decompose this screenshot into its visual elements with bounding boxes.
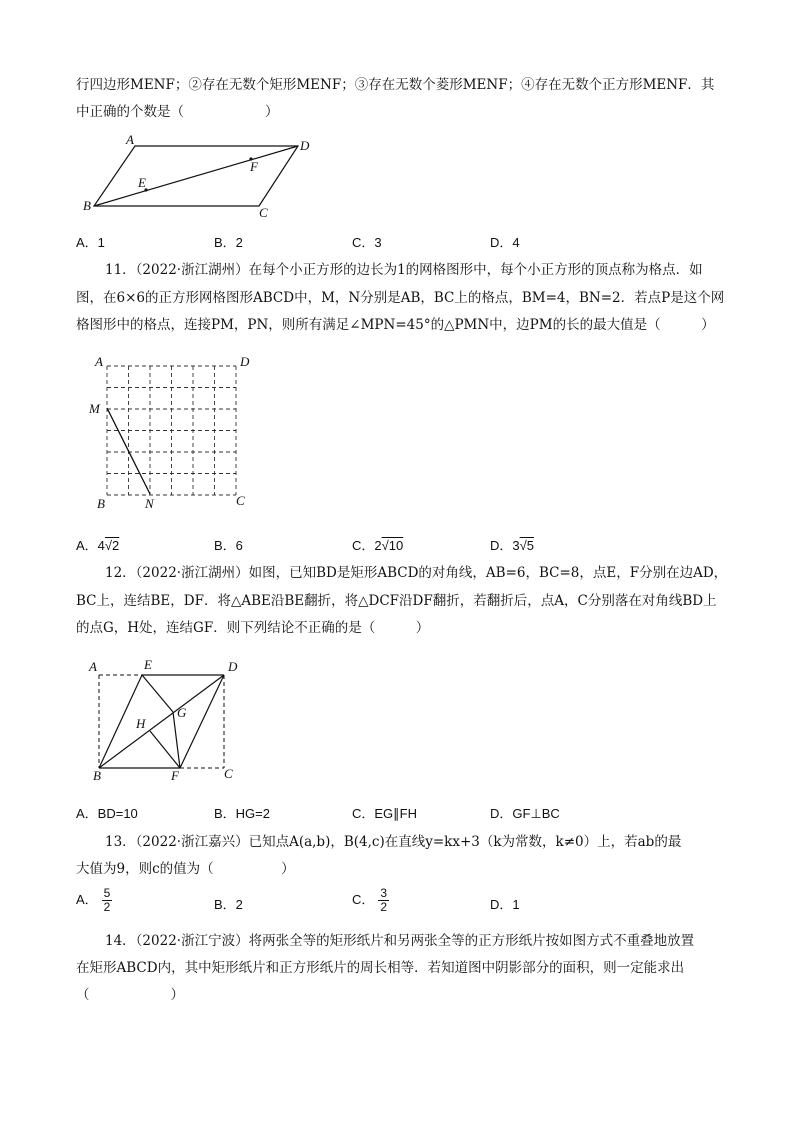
label-b: B <box>97 496 105 511</box>
label-c: C <box>236 493 245 508</box>
label-b: B <box>83 198 91 213</box>
segment-df <box>180 675 224 768</box>
q12-text-line2: BC上，连结BE，DF．将△ABE沿BE翻折，将△DCF沿DF翻折，若翻折后，点A，C分别落在对角线BD上 <box>76 593 717 609</box>
label-e: E <box>144 657 152 672</box>
label-m: M <box>89 401 100 416</box>
q11-option-d: D．3√5 <box>490 538 534 553</box>
fraction-3-over-2: $\frac{3}{2}$ <box>380 886 388 914</box>
q11-text-line1: 11．（2022·浙江湖州）在每个小正方形的边长为1的网格图形中，每个小正方形的顶点称为格点．如 <box>105 262 703 278</box>
q11-option-b: B．6 <box>214 538 243 553</box>
label-n: N <box>145 496 154 511</box>
q13-option-a: A． $\frac{5}{2}$ <box>76 886 111 914</box>
q14-text-line3: （ ） <box>76 987 184 1003</box>
label-h: H <box>136 716 146 731</box>
label-d: D <box>228 659 238 674</box>
q13-option-d: D．1 <box>490 897 520 912</box>
q14-text-line2: 在矩形ABCD内，其中矩形纸片和正方形纸片的周长相等．若知道图中阴影部分的面积，则一定能求出 <box>76 960 685 976</box>
q12-option-b: B．HG=2 <box>214 806 270 821</box>
label-d: D <box>300 138 310 153</box>
label-e: E <box>138 175 146 190</box>
q10-text-line1: 行四边形MENF；②存在无数个矩形MENF；③存在无数个菱形MENF；④存在无数个正方形MENF．其 <box>76 77 715 93</box>
q13-option-c: C． $\frac{3}{2}$ <box>352 886 388 914</box>
q10-option-b: B．2 <box>214 235 243 250</box>
segment-eg <box>142 675 173 712</box>
q10-text-line2: 中正确的个数是（ ） <box>76 104 279 120</box>
label-g: G <box>177 705 187 720</box>
q12-text-line3: 的点G，H处，连结GF．则下列结论不正确的是（ ） <box>76 620 430 636</box>
q13-option-b: B．2 <box>214 897 243 912</box>
q13-text-line1: 13．（2022·浙江嘉兴）已知点A(a,b)，B(4,c)在直线y=kx+3（k为常数，k≠0）上，若ab的最 <box>105 834 682 850</box>
q10-option-c: C．3 <box>352 235 382 250</box>
label-f: F <box>250 159 258 174</box>
label-f: F <box>171 768 179 783</box>
q10-option-a: A．1 <box>76 235 105 250</box>
q11-option-c: C．2√10 <box>352 538 404 553</box>
label-a: A <box>95 354 103 369</box>
q12-option-c: C．EG∥FH <box>352 806 418 821</box>
label-c: C <box>224 766 233 781</box>
label-a: A <box>126 132 134 147</box>
q13-text-line2: 大值为9，则c的值为（ ） <box>76 861 295 877</box>
q10-option-d: D．4 <box>490 235 520 250</box>
q11-option-a: A．4√2 <box>76 538 120 553</box>
label-d: D <box>240 354 250 369</box>
q12-option-a: A．BD=10 <box>76 806 138 821</box>
diagonal-bd <box>99 675 224 768</box>
segment-fg <box>173 712 180 768</box>
q12-text-line1: 12．（2022·浙江湖州）如图，已知BD是矩形ABCD的对角线，AB=6，BC=8，点E，F分别在边AD， <box>105 565 728 581</box>
label-b: B <box>93 768 101 783</box>
label-c: C <box>259 205 268 220</box>
q14-text-line1: 14．（2022·浙江宁波）将两张全等的矩形纸片和另两张全等的正方形纸片按如图方式不重叠地放置 <box>105 933 695 949</box>
q11-text-line2: 图，在6×6的正方形网格图形ABCD中，M，N分别是AB，BC上的格点，BM=4，BN=2．若点P是这个网 <box>76 290 725 306</box>
label-a: A <box>89 659 97 674</box>
fraction-5-over-2: $\frac{5}{2}$ <box>103 886 111 914</box>
q12-option-d: D．GF⊥BC <box>490 806 560 821</box>
q11-text-line3: 格图形中的格点，连接PM，PN，则所有满足∠MPN=45°的△PMN中，边PM的长的最大值是（ ） <box>76 317 715 333</box>
